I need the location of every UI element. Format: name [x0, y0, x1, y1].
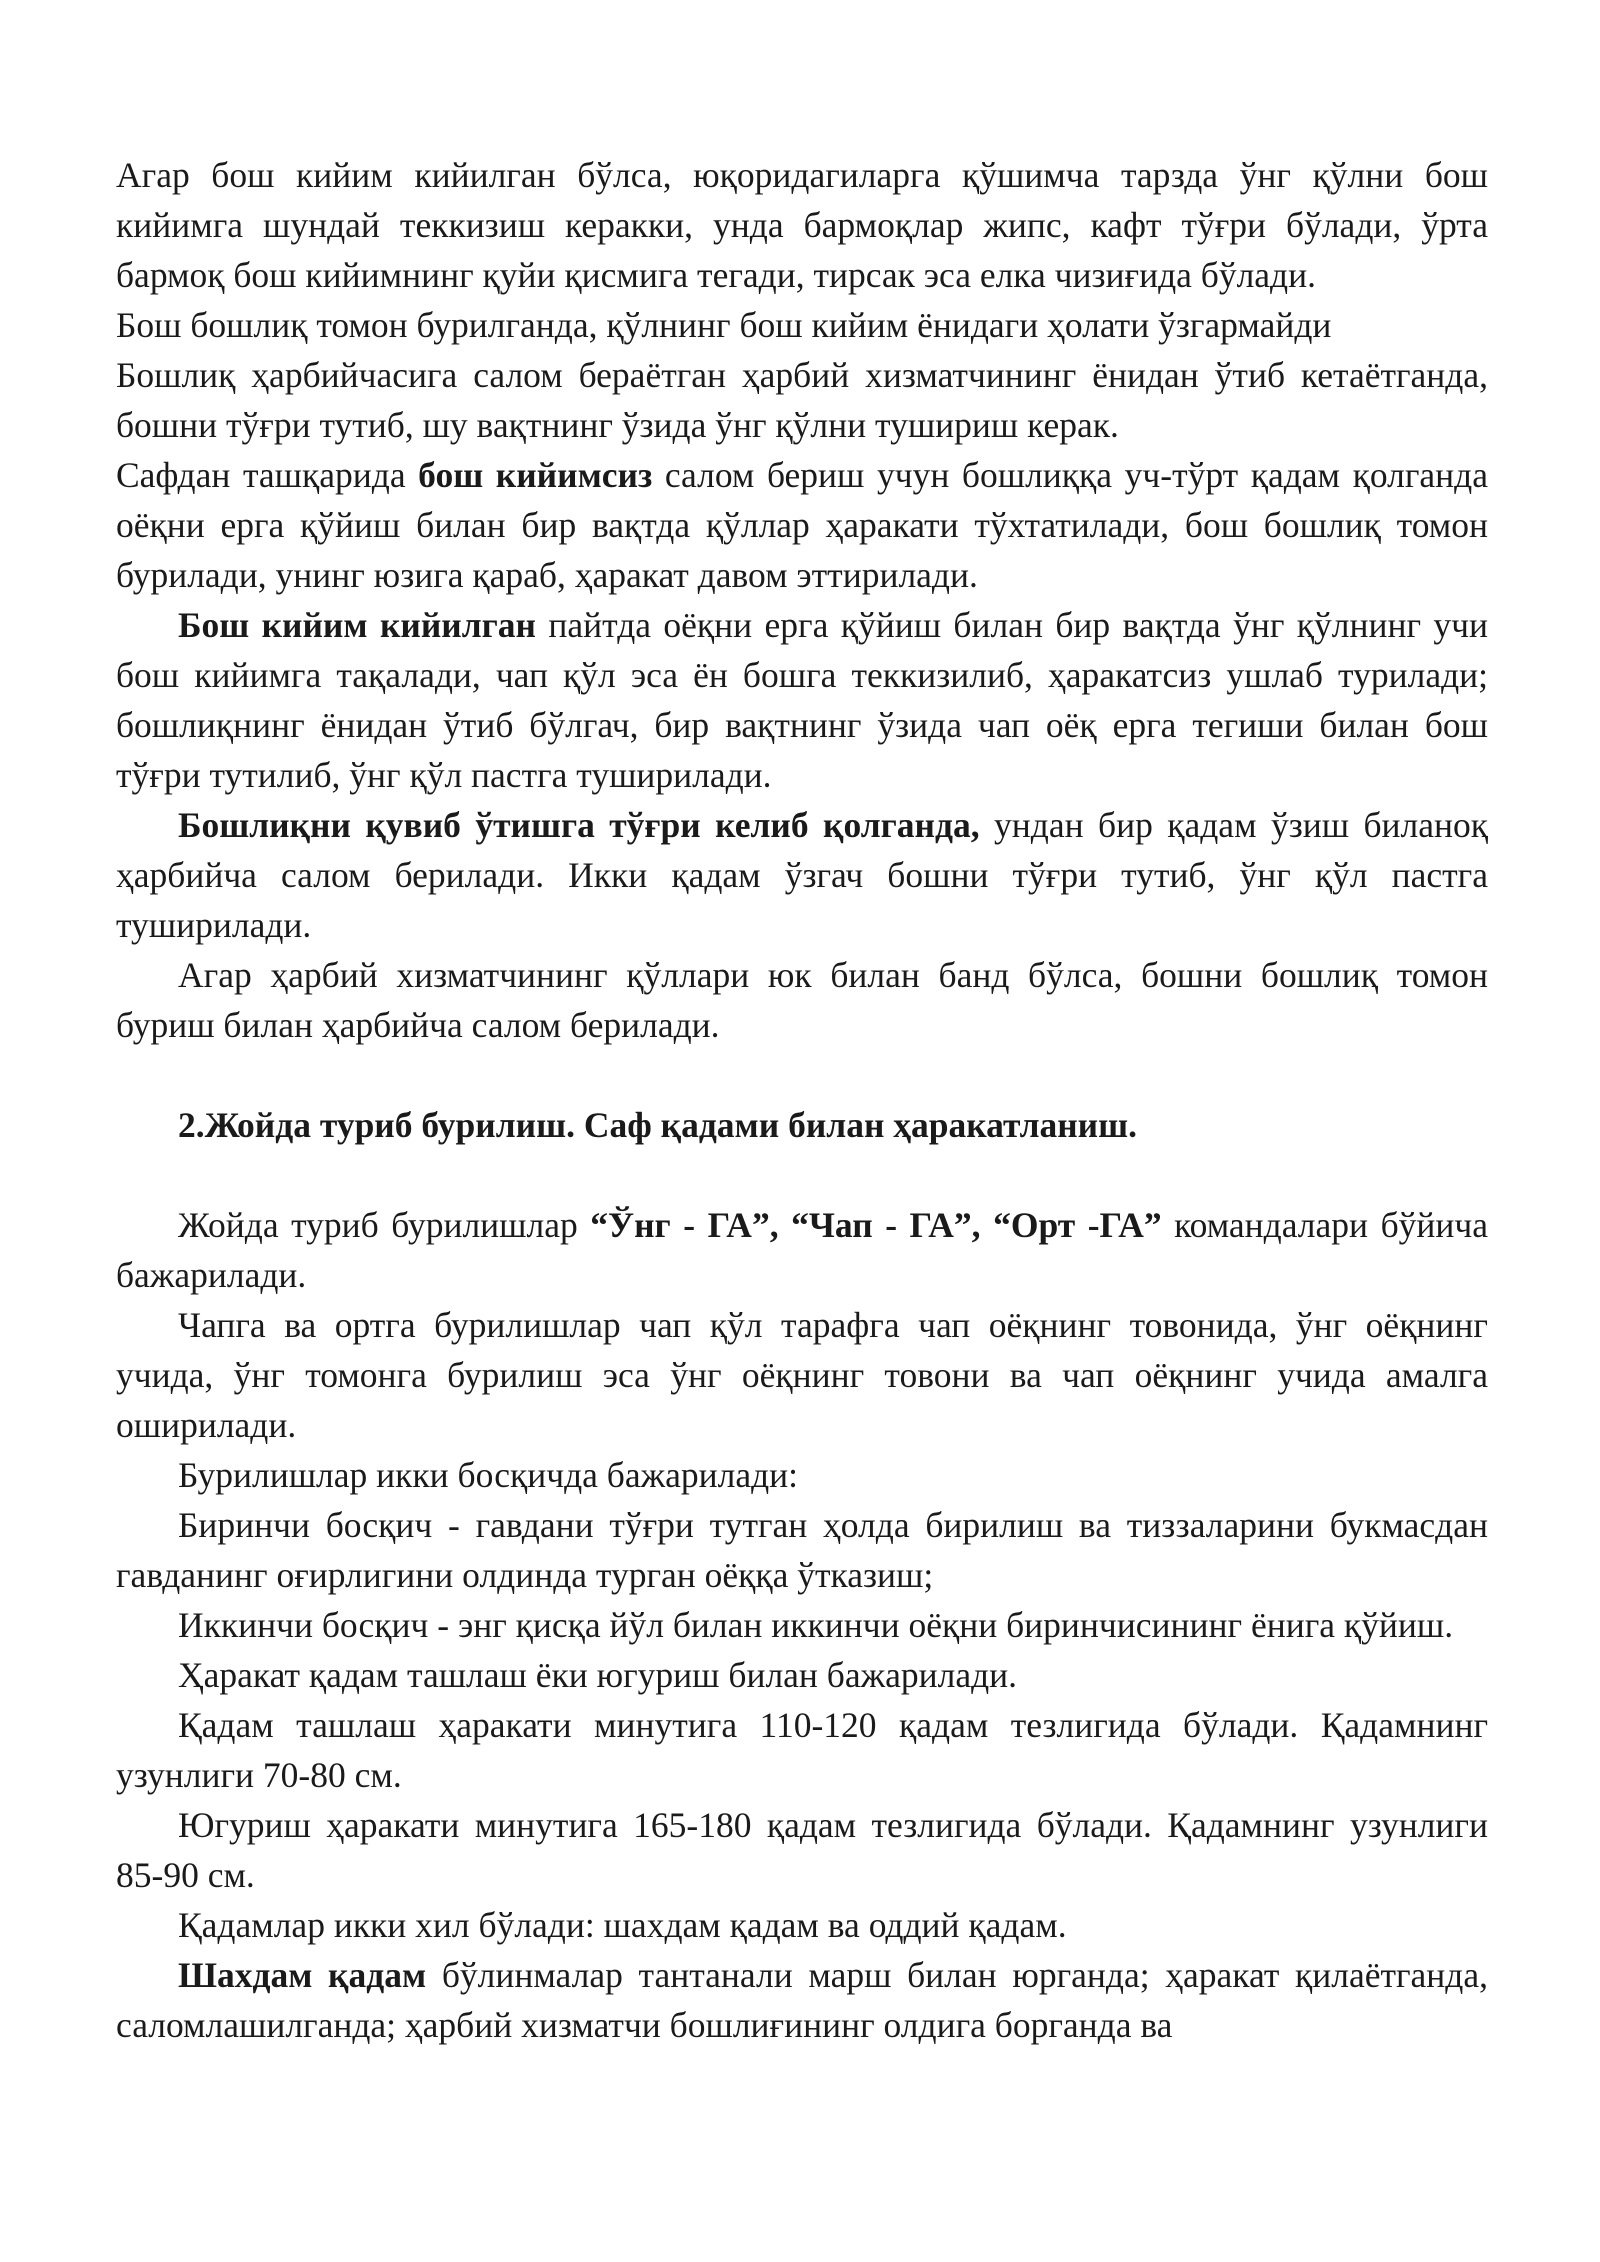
bold-text: “Ўнг - ГА”, “Чап - ГА”, “Орт -ГА”: [590, 1205, 1162, 1245]
paragraph: [116, 1900, 1488, 1950]
paragraph: [116, 450, 1488, 600]
section-heading: 2.Жойда туриб бурилиш. Саф қадами билан ҳаракатланиш.: [178, 1105, 1137, 1145]
paragraph: [116, 1300, 1488, 1450]
paragraph: [116, 150, 1488, 300]
paragraph: [116, 600, 1488, 800]
paragraph-text: бўлинмалар тантанали марш билан юрганда; ҳаракат қилаётганда, саломлашилганда; ҳарбий хизматчи бошлиғининг олдига борганда ва: [116, 1955, 1488, 2045]
bold-text: Шахдам қадам: [178, 1955, 427, 1995]
paragraph-text: Бурилишлар икки босқичда бажарилади:: [178, 1455, 799, 1495]
paragraph-text: Биринчи босқич - гавдани тўғри тутган ҳолда бирилиш ва тиззаларини букмасдан гавданинг оғирлигини олдинда турган оёққа ўтказиш;: [116, 1505, 1488, 1595]
paragraph: [116, 1450, 1488, 1500]
paragraph-text: Чапга ва ортга бурилишлар чап қўл тарафга чап оёқнинг товонида, ўнг оёқнинг учида, ўнг томонга бурилиш эса ўнг оёқнинг товони ва чап оёқнинг учида амалга оширилади.: [116, 1305, 1488, 1445]
bold-text: Бошлиқни қувиб ўтишга тўғри келиб қолганда,: [178, 805, 980, 845]
paragraph-text: Югуриш ҳаракати минутига 165-180 қадам тезлигида бўлади. Қадамнинг узунлиги 85-90 см.: [116, 1805, 1488, 1895]
paragraph-text: Сафдан ташқарида: [116, 455, 419, 495]
document-page: [116, 150, 1488, 2050]
paragraph: [116, 800, 1488, 950]
paragraph: [116, 1600, 1488, 1650]
paragraph: [116, 350, 1488, 450]
paragraph-text: пайтда оёқни ерга қўйиш билан бир вақтда ўнг қўлнинг учи бош кийимга тақалади, чап қўл эса ён бошга теккизилиб, ҳаракатсиз ушлаб турилади; бошлиқнинг ёнидан ўтиб бўлгач, бир вақтнинг ўзида чап оёқ ерга тегиши билан бош тўғри тутилиб, ўнг қўл пастга туширилади.: [116, 605, 1489, 795]
paragraph: [116, 1800, 1488, 1900]
paragraph-text: Агар бош кийим кийилган бўлса, юқоридагиларга қўшимча тарзда ўнг қўлни бош кийимга шундай теккизиш керакки, унда бармоқлар жипс, кафт тўғри бўлади, ўрта бармоқ бош кийимнинг қуйи қисмига тегади, тирсак эса елка чизиғида бўлади.: [116, 155, 1488, 295]
paragraph-text: ундан бир қадам ўзиш биланоқ ҳарбийча салом берилади. Икки қадам ўзгач бошни тўғри тутиб, ўнг қўл пастга туширилади.: [116, 805, 1488, 945]
paragraph-text: Агар ҳарбий хизматчининг қўллари юк билан банд бўлса, бошни бошлиқ томон буриш билан ҳарбийча салом берилади.: [116, 955, 1488, 1045]
paragraph: [116, 300, 1488, 350]
bold-text: бош кийимсиз: [418, 455, 653, 495]
paragraph-text: салом бериш учун бошлиққа уч-тўрт қадам қолганда оёқни ерга қўйиш билан бир вақтда қўллар ҳаракати тўхтатилади, бош бошлиқ томон бурилади, унинг юзига қараб, ҳаракат давом эттирилади.: [116, 455, 1488, 595]
paragraph-text: командалари бўйича бажарилади.: [116, 1205, 1488, 1295]
paragraph: [116, 1650, 1488, 1700]
paragraph-text: Жойда туриб бурилишлар: [178, 1205, 591, 1245]
paragraph-text: Бош бошлиқ томон бурилганда, қўлнинг бош кийим ёнидаги ҳолати ўзгармайди: [116, 305, 1332, 345]
bold-text: Бош кийим кийилган: [178, 605, 537, 645]
paragraph: [116, 1950, 1488, 2050]
paragraph-text: Бошлиқ ҳарбийчасига салом бераётган ҳарбий хизматчининг ёнидан ўтиб кетаётганда, бошни тўғри тутиб, шу вақтнинг ўзида ўнг қўлни тушириш керак.: [116, 355, 1488, 445]
paragraph: [116, 950, 1488, 1050]
paragraph: [116, 1200, 1488, 1300]
paragraph-text: Қадамлар икки хил бўлади: шахдам қадам ва оддий қадам.: [178, 1905, 1067, 1945]
paragraph-text: Иккинчи босқич - энг қисқа йўл билан иккинчи оёқни биринчисининг ёнига қўйиш.: [178, 1605, 1454, 1645]
paragraph-text: Қадам ташлаш ҳаракати минутига 110-120 қадам тезлигида бўлади. Қадамнинг узунлиги 70-80 см.: [116, 1705, 1488, 1795]
paragraph: [116, 1500, 1488, 1600]
paragraph-text: Ҳаракат қадам ташлаш ёки югуриш билан бажарилади.: [178, 1655, 1018, 1695]
paragraph: [116, 1700, 1488, 1800]
